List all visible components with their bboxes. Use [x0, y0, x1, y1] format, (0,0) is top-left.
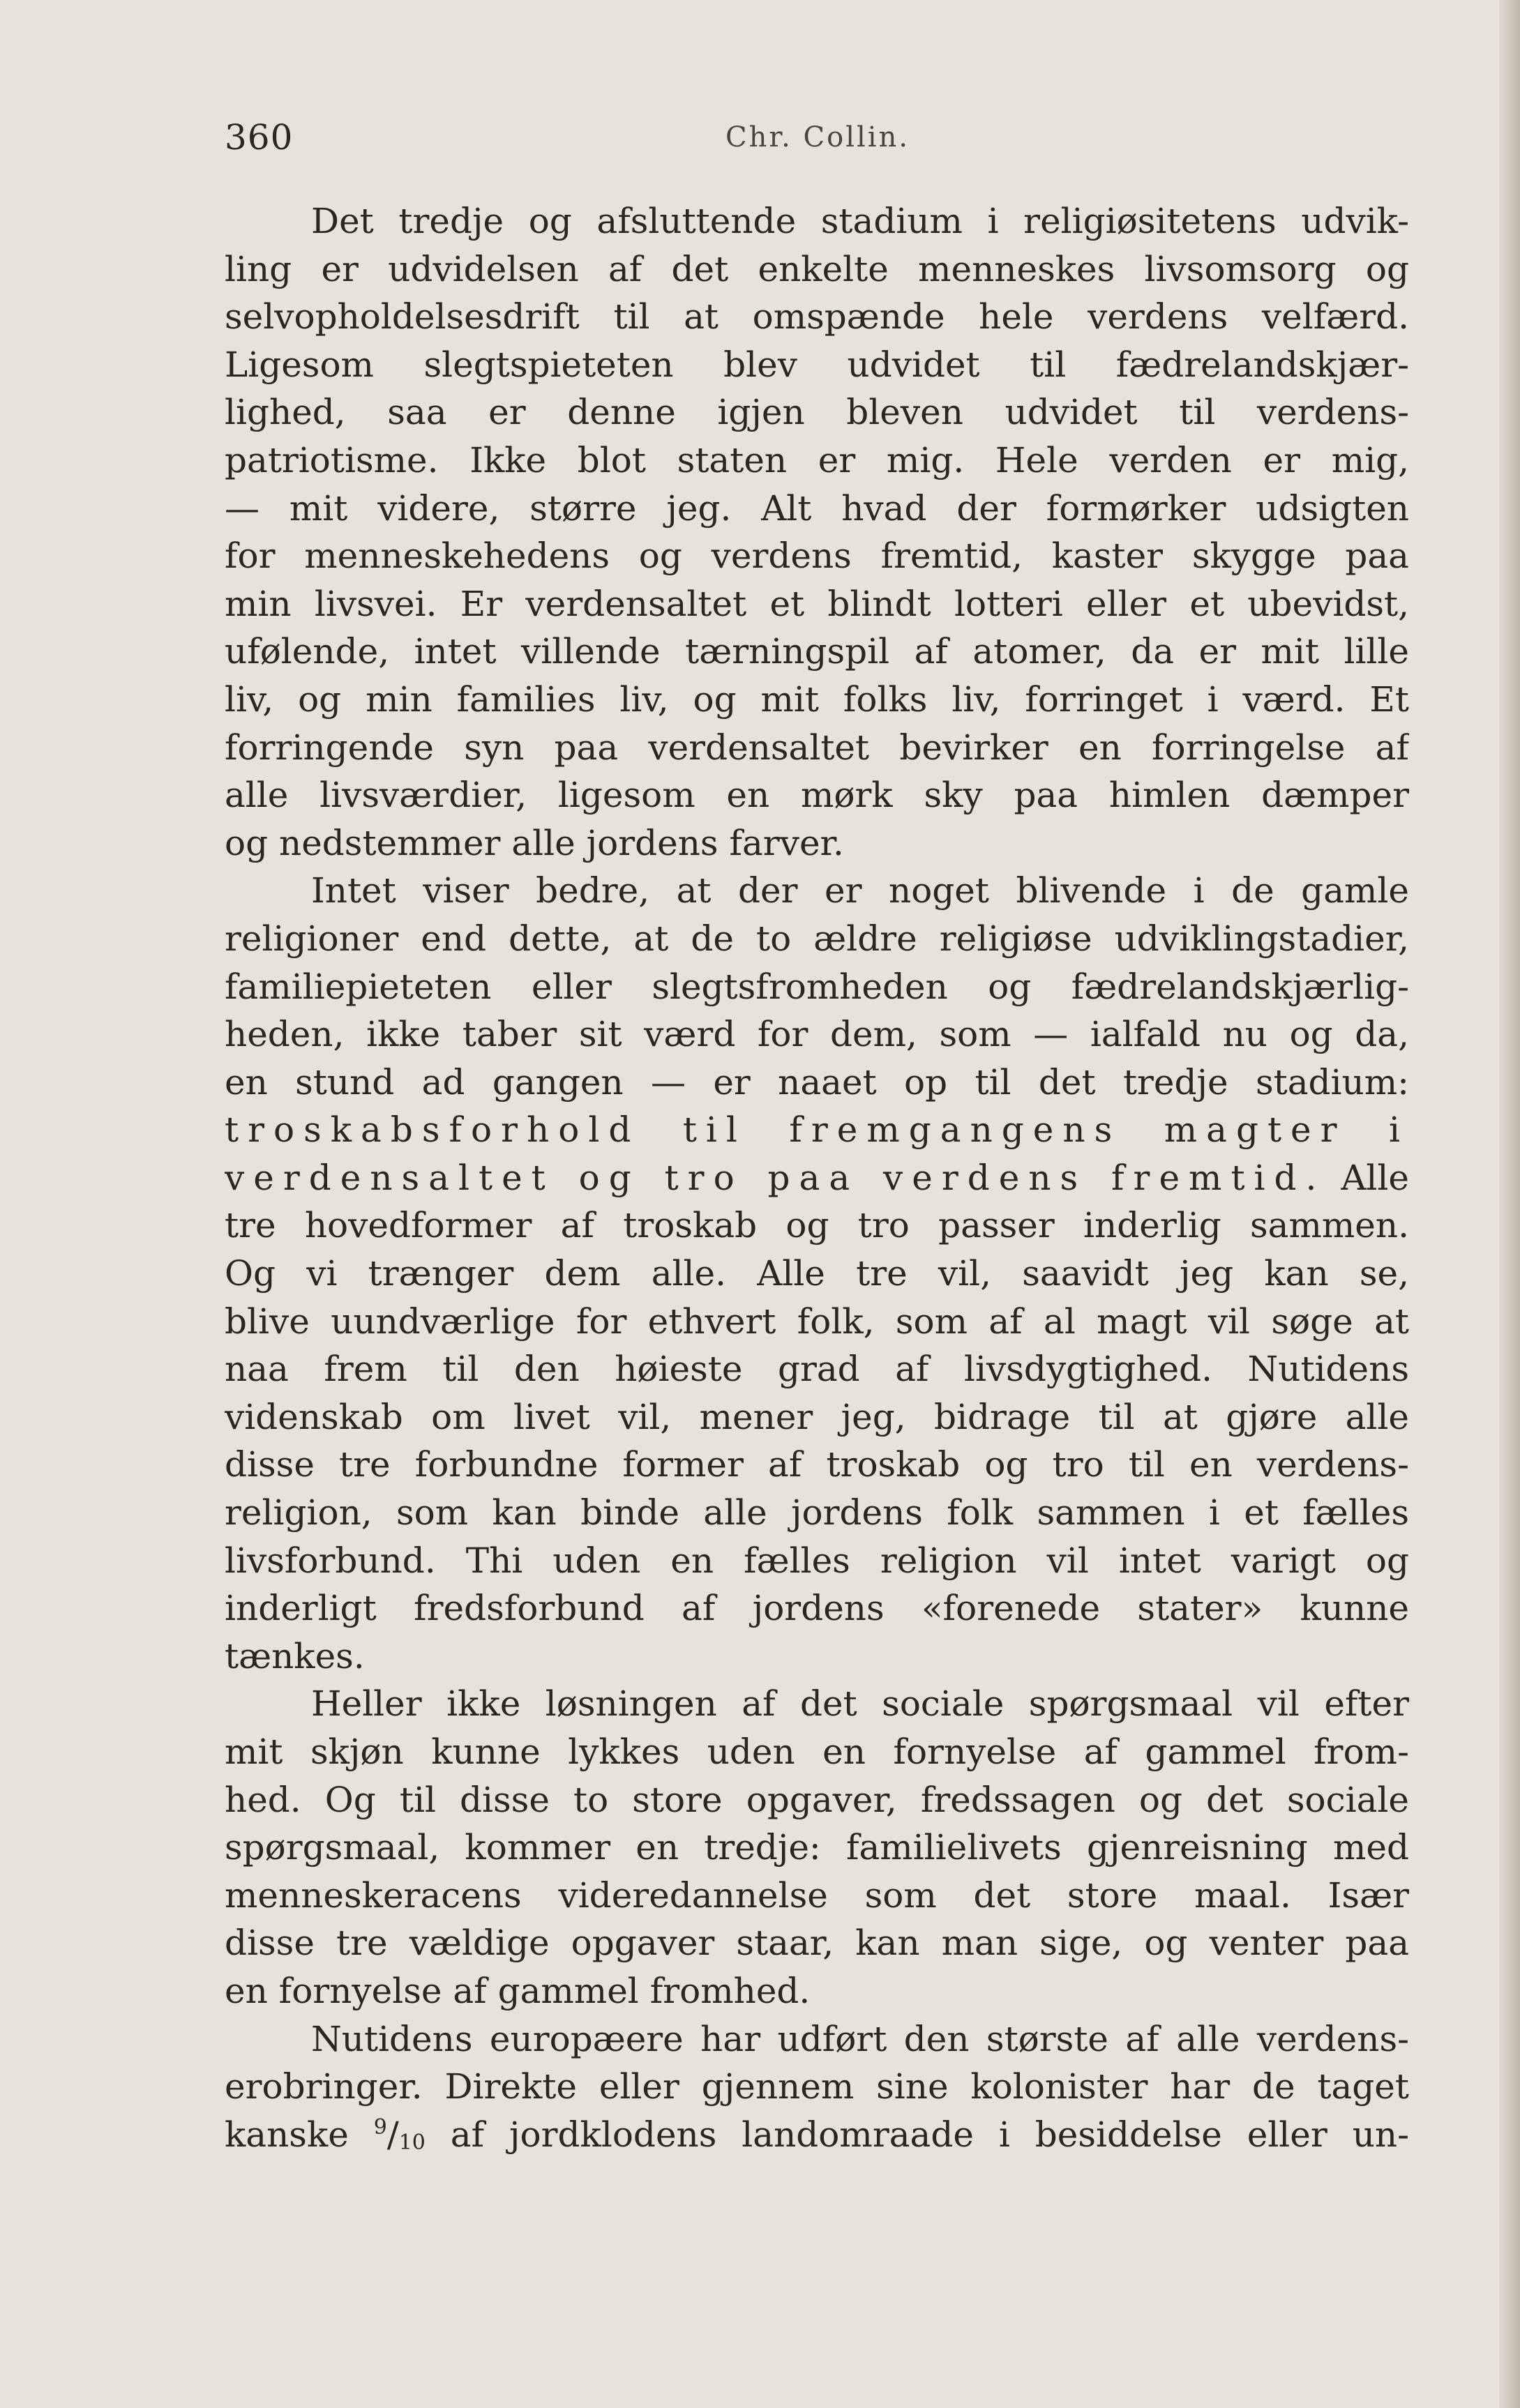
text-line: heden, ikke taber sit værd for dem, som — ialfald nu og da,: [225, 1014, 1409, 1055]
text-line: Nutidens europæere har udført den største af alle verdens-: [311, 2018, 1409, 2059]
line-segment: kanske: [225, 2114, 374, 2155]
text-line: Ligesom slegtspieteten blev udvidet til fædrelandskjær-: [225, 344, 1409, 385]
text-line: Heller ikke løsningen af det sociale spørgsmaal vil efter: [311, 1683, 1409, 1725]
spaced-text-line: troskabsforhold til fremgangens magter i: [225, 1110, 1409, 1151]
page-header: [225, 117, 1410, 166]
text-line: tre hovedformer af troskab og tro passer inderlig sammen.: [225, 1205, 1409, 1246]
text-line: erobringer. Direkte eller gjennem sine kolonister har de taget: [225, 2066, 1409, 2107]
line-segment: af jordklodens landomraade i besiddelse eller un-: [425, 2114, 1409, 2155]
text-line-with-fraction: [225, 2111, 1409, 2159]
text-line: Intet viser bedre, at der er noget blivende i de gamle: [311, 870, 1409, 911]
text-line: min livsvei. Er verdensaltet et blindt lotteri eller et ubevidst,: [225, 583, 1409, 624]
text-line: mit skjøn kunne lykkes uden en fornyelse af gammel from-: [225, 1732, 1409, 1772]
text-line: patriotisme. Ikke blot staten er mig. Hele verden er mig,: [225, 439, 1409, 480]
text-line: disse tre vældige opgaver staar, kan man sige, og venter paa: [225, 1923, 1409, 1964]
body-text: [225, 197, 1409, 2158]
text-line: Det tredje og afsluttende stadium i religiøsitetens udvik-: [311, 201, 1409, 241]
text-line: lighed, saa er denne igjen bleven udvidet til verdens-: [225, 392, 1409, 433]
running-head: Chr. Collin.: [725, 121, 910, 153]
fraction-slash: /: [386, 2114, 399, 2155]
text-line: videnskab om livet vil, mener jeg, bidrage til at gjøre alle: [225, 1396, 1409, 1437]
text-line: naa frem til den høieste grad af livsdygtighed. Nutidens: [225, 1349, 1409, 1390]
page-number: 360: [225, 117, 294, 158]
text-line: — mit videre, større jeg. Alt hvad der formørker udsigten: [225, 487, 1409, 529]
text-line: blive uundværlige for ethvert folk, som af al magt vil søge at: [225, 1301, 1409, 1342]
mixed-text-line: [225, 1154, 1409, 1202]
text-line: menneskeracens videredannelse som det store maal. Især: [225, 1875, 1409, 1916]
text-line: tænkes.: [225, 1635, 365, 1676]
fraction-numerator: 9: [373, 2114, 387, 2140]
text-line: religion, som kan binde alle jordens folk sammen i et fælles: [225, 1492, 1409, 1534]
text-line: inderligt fredsforbund af jordens «forenede stater» kunne: [225, 1588, 1409, 1629]
text-line: spørgsmaal, kommer en tredje: familielivets gjenreisning med: [225, 1827, 1409, 1868]
text-line: ling er udvidelsen af det enkelte menneskes livsomsorg og: [225, 248, 1409, 289]
page-edge-shadow: [1499, 0, 1520, 2408]
text-line: livsforbund. Thi uden en fælles religion vil intet varigt og: [225, 1540, 1409, 1581]
text-line: disse tre forbundne former af troskab og tro til en verdens-: [225, 1444, 1409, 1485]
text-line: familiepieteten eller slegtsfromheden og fædrelandskjærlig-: [225, 966, 1409, 1007]
line-tail: Alle: [1341, 1157, 1409, 1198]
text-line: Og vi trænger dem alle. Alle tre vil, saavidt jeg kan se,: [225, 1253, 1409, 1294]
text-line: ufølende, intet villende tærningspil af atomer, da er mit lille: [225, 631, 1409, 672]
spaced-text: verdensaltet og tro paa verdens fremtid.: [225, 1157, 1326, 1198]
text-line: en stund ad gangen — er naaet op til det tredje stadium:: [225, 1061, 1409, 1103]
text-line: selvopholdelsesdrift til at omspænde hele verdens velfærd.: [225, 296, 1409, 338]
text-line: en fornyelse af gammel fromhed.: [225, 1970, 811, 2011]
text-line: religioner end dette, at de to ældre religiøse udviklingstadier,: [225, 918, 1409, 959]
text-line: liv, og min families liv, og mit folks liv, forringet i værd. Et: [225, 679, 1409, 720]
fraction-denominator: 10: [398, 2130, 426, 2155]
text-line: forringende syn paa verdensaltet bevirker en forringelse af: [225, 727, 1409, 768]
text-line: og nedstemmer alle jordens farver.: [225, 822, 844, 863]
text-line: hed. Og til disse to store opgaver, fredssagen og det sociale: [225, 1779, 1409, 1820]
text-line: alle livsværdier, ligesom en mørk sky paa himlen dæmper: [225, 775, 1409, 816]
text-line: for menneskehedens og verdens fremtid, kaster skygge paa: [225, 536, 1409, 577]
